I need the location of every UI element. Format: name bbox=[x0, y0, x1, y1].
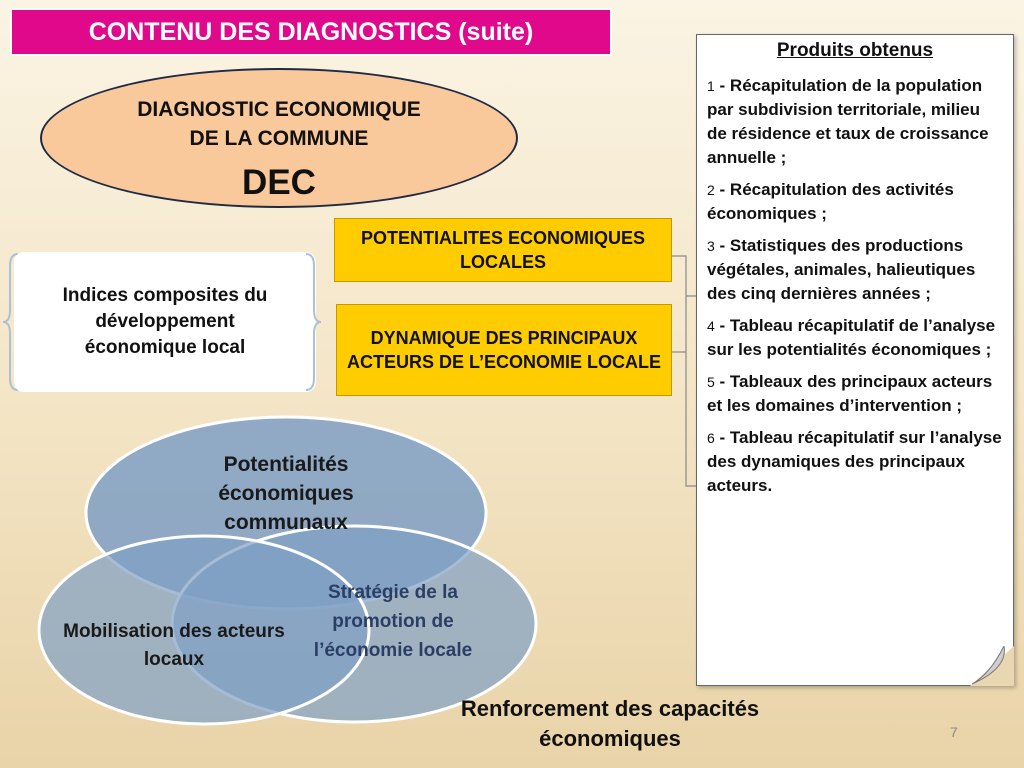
slide-title: CONTENU DES DIAGNOSTICS (suite) bbox=[10, 8, 612, 56]
venn-left-label: Mobilisation des acteurs locaux bbox=[63, 621, 285, 670]
dynamique-box: DYNAMIQUE DES PRINCIPAUX ACTEURS DE L’ECONOMIE LOCALE bbox=[336, 304, 672, 396]
indices-box: Indices composites du développement économique local bbox=[14, 252, 316, 392]
page-number: 7 bbox=[950, 724, 958, 740]
potentialites-box: POTENTIALITES ECONOMIQUES LOCALES bbox=[334, 218, 672, 282]
venn-right-label: Stratégie de la promotion de l’économie locale bbox=[313, 582, 473, 661]
produits-title: Produits obtenus bbox=[776, 40, 934, 61]
produit-item: 2 - Récapitulation des activités économiques ; bbox=[707, 180, 954, 223]
dec-acronym: DEC bbox=[242, 163, 316, 202]
dec-title-line2: DE LA COMMUNE bbox=[189, 127, 369, 150]
produit-item: 6 - Tableau récapitulatif sur l’analyse des dynamiques des principaux acteurs. bbox=[707, 428, 1002, 495]
renforcement-label: Renforcement des capacités économiques bbox=[460, 696, 760, 751]
dec-title-line1: DIAGNOSTIC ECONOMIQUE bbox=[137, 98, 421, 121]
produit-item: 3 - Statistiques des productions végétales, animales, halieutiques des cinq dernières années ; bbox=[707, 236, 976, 303]
produit-item: 5 - Tableaux des principaux acteurs et les domaines d’intervention ; bbox=[707, 372, 993, 415]
produit-item: 1 - Récapitulation de la population par subdivision territoriale, milieu de résidence et taux de croissance annuelle ; bbox=[707, 76, 989, 167]
produit-item: 4 - Tableau récapitulatif de l’analyse sur les potentialités économiques ; bbox=[707, 316, 996, 359]
venn-top-label: Potentialités économiques communaux bbox=[218, 453, 354, 534]
